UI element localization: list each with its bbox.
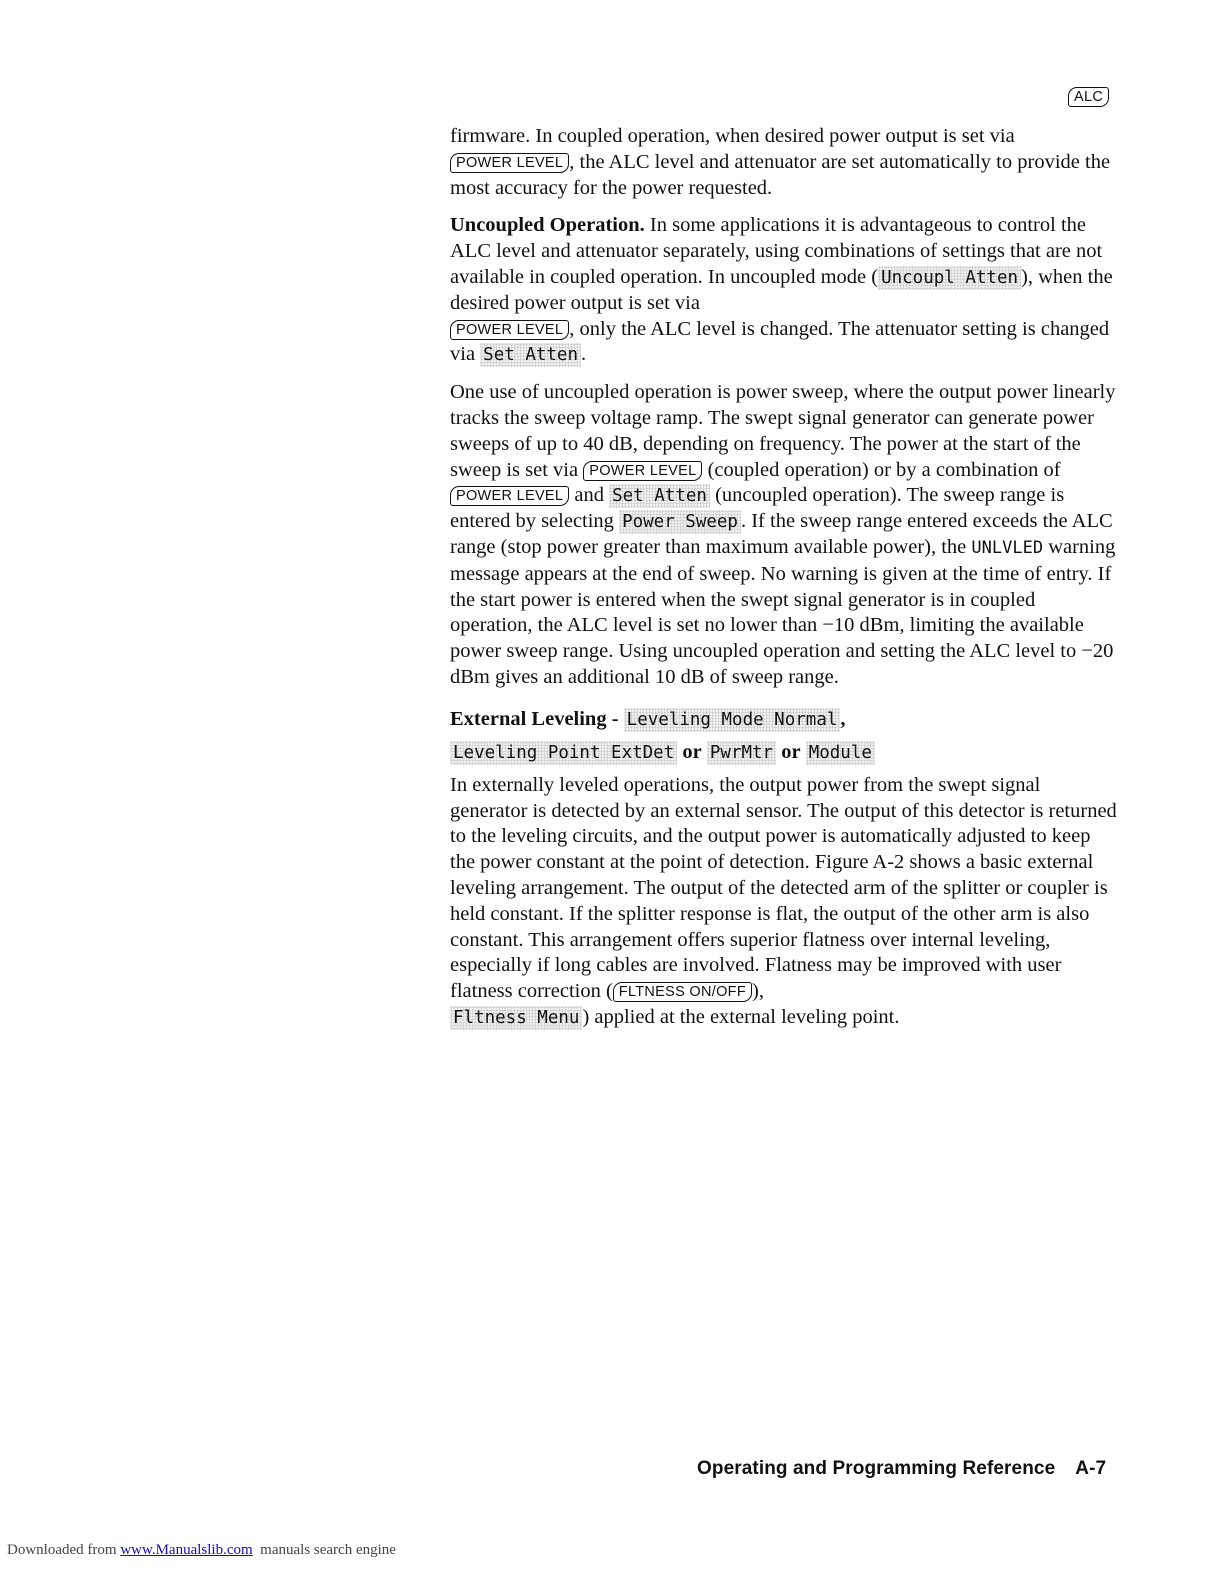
external-leveling-heading: External Leveling - Leveling Mode Normal , Leveling Point ExtDet or PwrMtr or Module [450,703,1118,769]
softkey-pwrmtr: PwrMtr [707,741,776,765]
page-number: A-7 [1075,1458,1107,1479]
softkey-fltness-menu: Fltness Menu [450,1006,582,1030]
download-notice: Downloaded from www.Manualslib.com manuals search engine [7,1542,396,1558]
manualslib-link[interactable]: www.Manualslib.com [120,1542,253,1558]
softkey-set-atten: Set Atten [609,484,710,508]
power-level-key: POWER LEVEL [583,461,702,481]
softkey-module: Module [806,741,875,765]
main-text-column [450,124,1118,1043]
footer-title: Operating and Programming Reference [697,1458,1056,1479]
page-footer [697,1458,1106,1480]
paragraph-external-leveling: In externally leveled operations, the output power from the swept signal generator is detected by an external sensor. The output of this detector is returned to the leveling circuits, and the output power is automatically adjusted to keep the power constant at the point of detection. Figure A-2 shows a basic external leveling arrangement. The output of the detected arm of the splitter or coupler is held constant. If the splitter response is flat, the output of the other arm is also constant. This arrangement offers superior flatness over internal leveling, especially if long cables are involved. Flatness may be improved with user flatness correction ( FLTNESS ON/OFF ), Fltness Menu ) applied at the external leveling point. [450,773,1117,1028]
paragraph-coupled: firmware. In coupled operation, when desired power output is set via POWER LEVEL , the ALC level and attenuator are set automatically to provide the most accuracy for the power requested. [450,125,1111,199]
softkey-leveling-mode-normal: Leveling Mode Normal [624,708,841,732]
power-level-key: POWER LEVEL [450,320,569,340]
fltness-key: FLTNESS ON/OFF [613,982,752,1002]
softkey-uncoupl-atten: Uncoupl Atten [878,266,1021,290]
power-level-key: POWER LEVEL [450,486,569,506]
paragraph-uncoupled: Uncoupled Operation. In some applications it is advantageous to control the ALC level and attenuator separately, using combinations of settings that are not available in coupled operation. In uncoupled mode ( Uncoupl Atten ), when the desired power output is set via POWER LEVEL , only the ALC level is changed. The attenuator setting is changed via Set Atten . [450,214,1113,366]
power-level-key: POWER LEVEL [450,153,569,173]
softkey-set-atten: Set Atten [480,343,581,367]
paragraph-power-sweep: One use of uncoupled operation is power sweep, where the output power linearly tracks the sweep voltage ramp. The swept signal generator can generate power sweeps of up to 40 dB, depending on frequency. The power at the start of the sweep is set via POWER LEVEL (coupled operation) or by a combination of POWER LEVEL and Set Atten (uncoupled operation). The sweep range is entered by selecting Power Sweep . If the sweep range entered exceeds the ALC range (stop power greater than maximum available power), the UNLVLED warning message appears at the end of sweep. No warning is given at the time of entry. If the start power is entered when the swept signal generator is in coupled operation, the ALC level is set no lower than −10 dBm, limiting the available power sweep range. Using uncoupled operation and setting the ALC level to −20 dBm gives an additional 10 dB of sweep range. [450,381,1116,688]
alc-key-label: ALC [1068,87,1109,107]
softkey-leveling-point-extdet: Leveling Point ExtDet [450,741,677,765]
unlvled-message: UNLVLED [971,537,1044,558]
uncoupled-heading: Uncoupled Operation. [450,214,645,237]
softkey-power-sweep: Power Sweep [619,510,741,534]
